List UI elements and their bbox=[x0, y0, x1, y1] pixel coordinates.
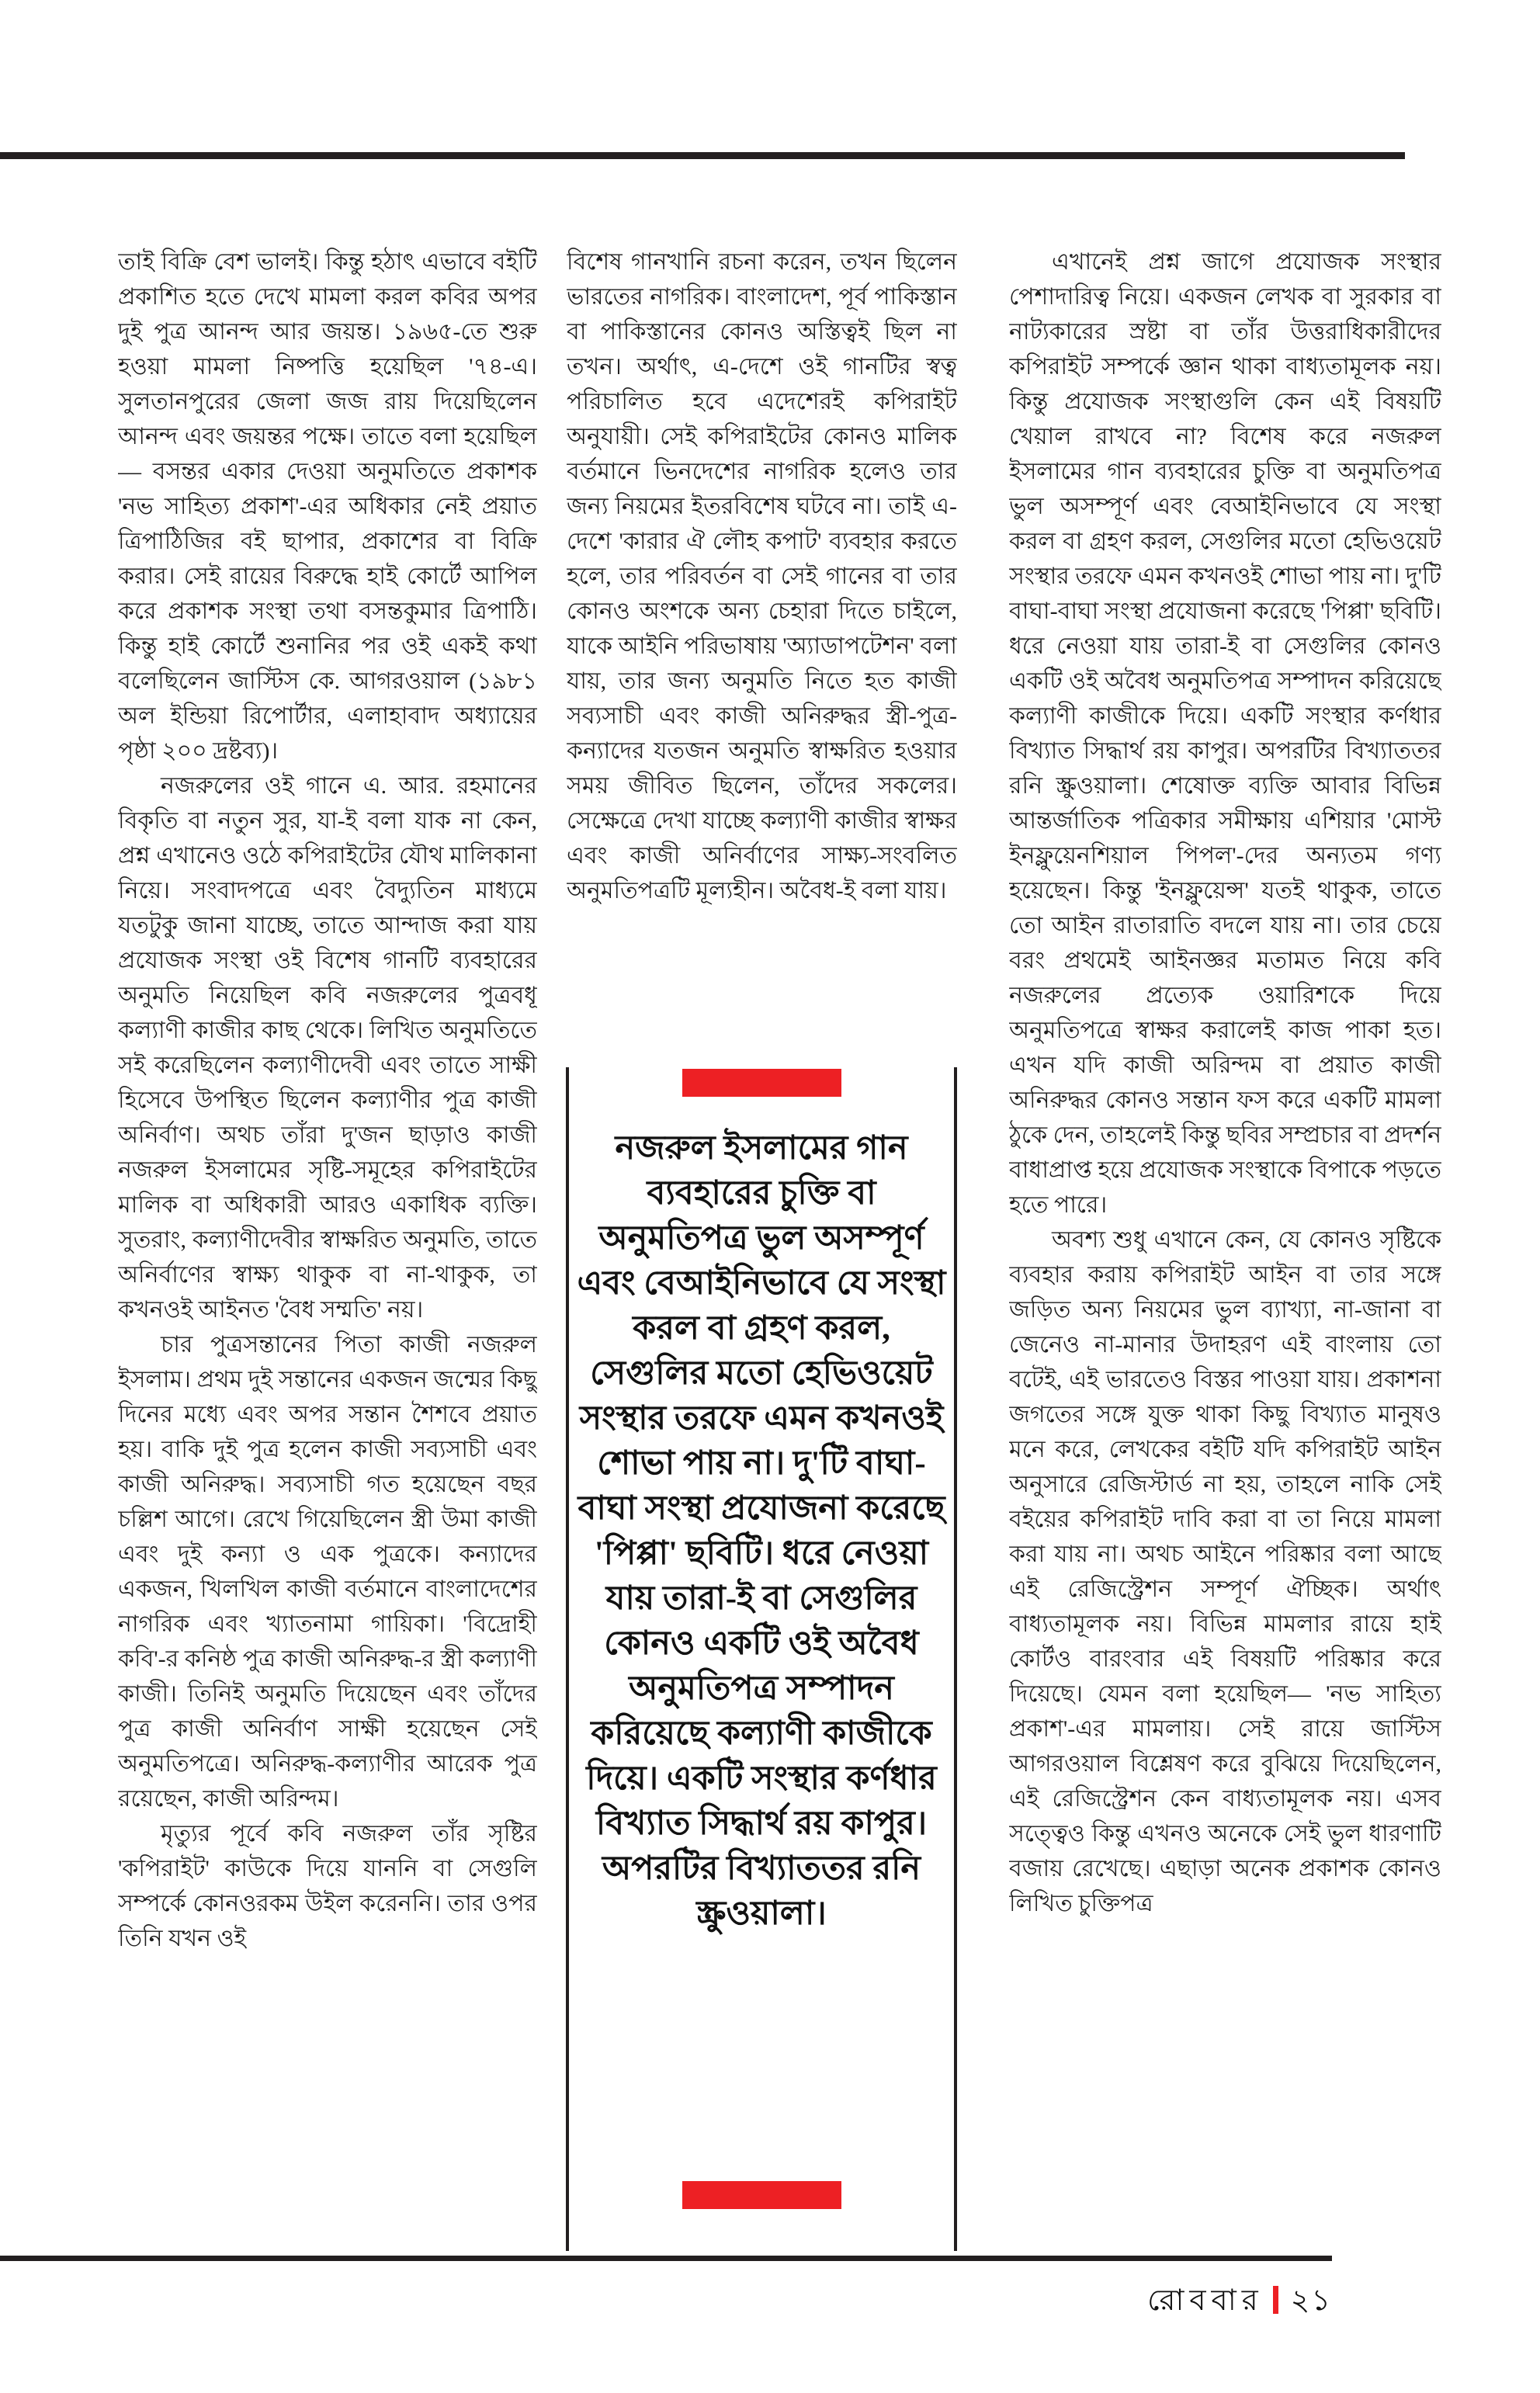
top-horizontal-rule bbox=[0, 152, 1405, 159]
text-column-1 bbox=[118, 245, 537, 2239]
pull-quote-box bbox=[566, 1067, 957, 2251]
body-paragraph: মৃত্যুর পূর্বে কবি নজরুল তাঁর সৃষ্টির 'কপিরাইট' কাউকে দিয়ে যাননি বা সেগুলি সম্পর্কে কোনওরকম উইল করেননি। তার ওপর তিনি যখন ওই bbox=[118, 1821, 537, 1951]
pull-quote-top-red-bar bbox=[682, 1069, 841, 1097]
text-column-3 bbox=[1009, 245, 1441, 2239]
body-paragraph: এখানেই প্রশ্ন জাগে প্রযোজক সংস্থার পেশাদারিত্ব নিয়ে। একজন লেখক বা সুরকার বা নাট্যকারের স্রষ্টা বা তাঁর উত্তরাধিকারীদের কপিরাইট সম্পর্কে জ্ঞান থাকা বাধ্যতামূলক নয়। কিন্তু প্রযোজক সংস্থাগুলি কেন এই বিষয়টি খেয়াল রাখবে না? বিশেষ করে নজরুল ইসলামের গান ব্যবহারের চুক্তি বা অনুমতিপত্র ভুল অসম্পূর্ণ এবং বেআইনিভাবে যে সংস্থা করল বা গ্রহণ করল, সেগুলির মতো হেভিওয়েট সংস্থার তরফে এমন কখনওই শোভা পায় না। দু'টি বাঘা-বাঘা সংস্থা প্রযোজনা করেছে 'পিপ্পা' ছবিটি। ধরে নেওয়া যায় তারা-ই বা সেগুলির কোনও একটি ওই অবৈধ অনুমতিপত্র সম্পাদন করিয়েছে কল্যাণী কাজীকে দিয়ে। একটি সংস্থার কর্ণধার বিখ্যাত সিদ্ধার্থ রয় কাপুর। অপরটির বিখ্যাততর রনি স্ক্রুওয়ালা। শেষোক্ত ব্যক্তি আবার বিভিন্ন আন্তর্জাতিক পত্রিকার সমীক্ষায় এশিয়ার 'মোস্ট ইনফ্লুয়েনশিয়াল পিপল'-দের অন্যতম গণ্য হয়েছেন। কিন্তু 'ইনফ্লুয়েন্স' যতই থাকুক, তাতে তো আইন রাতারাতি বদলে যায় না। তার চেয়ে বরং প্রথমেই আইনজ্ঞর মতামত নিয়ে কবি নজরুলের প্রত্যেক ওয়ারিশকে দিয়ে অনুমতিপত্রে স্বাক্ষর করালেই কাজ পাকা হত। এখন যদি কাজী অরিন্দম বা প্রয়াত কাজী অনিরুদ্ধর কোনও সন্তান ফস করে একটি মামলা ঠুকে দেন, তাহলেই কিন্তু ছবির সম্প্রচার বা প্রদর্শন বাধাপ্রাপ্ত হয়ে প্রযোজক সংস্থাকে বিপাকে পড়তে হতে পারে। bbox=[1009, 249, 1441, 1218]
text-column-2 bbox=[567, 245, 957, 1056]
body-paragraph: নজরুলের ওই গানে এ. আর. রহমানের বিকৃতি বা নতুন সুর, যা-ই বলা যাক না কেন, প্রশ্ন এখানেও ওঠে কপিরাইটের যৌথ মালিকানা নিয়ে। সংবাদপত্রে এবং বৈদ্যুতিন মাধ্যমে যতটুকু জানা যাচ্ছে, তাতে আন্দাজ করা যায় প্রযোজক সংস্থা ওই বিশেষ গানটি ব্যবহারের অনুমতি নিয়েছিল কবি নজরুলের পুত্রবধূ কল্যাণী কাজীর কাছ থেকে। লিখিত অনুমতিতে সই করেছিলেন কল্যাণীদেবী এবং তাতে সাক্ষী হিসেবে উপস্থিত ছিলেন কল্যাণীর পুত্র কাজী অনির্বাণ। অথচ তাঁরা দু'জন ছাড়াও কাজী নজরুল ইসলামের সৃষ্টি-সমূহের কপিরাইটের মালিক বা অধিকারী আরও একাধিক ব্যক্তি। সুতরাং, কল্যাণীদেবীর স্বাক্ষরিত অনুমতি, তাতে অনির্বাণের স্বাক্ষ্য থাকুক বা না-থাকুক, তা কখনওই আইনত 'বৈধ সম্মতি' নয়। bbox=[118, 773, 537, 1323]
body-paragraph: চার পুত্রসন্তানের পিতা কাজী নজরুল ইসলাম। প্রথম দুই সন্তানের একজন জন্মের কিছু দিনের মধ্যে এবং অপর সন্তান শৈশবে প্রয়াত হয়। বাকি দুই পুত্র হলেন কাজী সব্যসাচী এবং কাজী অনিরুদ্ধ। সব্যসাচী গত হয়েছেন বছর চল্লিশ আগে। রেখে গিয়েছিলেন স্ত্রী উমা কাজী এবং দুই কন্যা ও এক পুত্রকে। কন্যাদের একজন, খিলখিল কাজী বর্তমানে বাংলাদেশের নাগরিক এবং খ্যাতনামা গায়িকা। 'বিদ্রোহী কবি'-র কনিষ্ঠ পুত্র কাজী অনিরুদ্ধ-র স্ত্রী কল্যাণী কাজী। তিনিই অনুমতি দিয়েছেন এবং তাঁদের পুত্র কাজী অনির্বাণ সাক্ষী হয়েছেন সেই অনুমতিপত্রে। অনিরুদ্ধ-কল্যাণীর আরেক পুত্র রয়েছেন, কাজী অরিন্দম। bbox=[118, 1332, 537, 1812]
body-paragraph: তাই বিক্রি বেশ ভালই। কিন্তু হঠাৎ এভাবে বইটি প্রকাশিত হতে দেখে মামলা করল কবির অপর দুই পুত্র আনন্দ আর জয়ন্ত। ১৯৬৫-তে শুরু হওয়া মামলা নিষ্পত্তি হয়েছিল '৭৪-এ। সুলতানপুরের জেলা জজ রায় দিয়েছিলেন আনন্দ এবং জয়ন্তর পক্ষে। তাতে বলা হয়েছিল— বসন্তর একার দেওয়া অনুমতিতে প্রকাশক 'নভ সাহিত্য প্রকাশ'-এর অধিকার নেই প্রয়াত ত্রিপাঠিজির বই ছাপার, প্রকাশের বা বিক্রি করার। সেই রায়ের বিরুদ্ধে হাই কোর্টে আপিল করে প্রকাশক সংস্থা তথা বসন্তকুমার ত্রিপাঠি। কিন্তু হাই কোর্টে শুনানির পর ওই একই কথা বলেছিলেন জাস্টিস কে. আগরওয়াল (১৯৮১ অল ইন্ডিয়া রিপোর্টার, এলাহাবাদ অধ্যায়ের পৃষ্ঠা ২০০ দ্রষ্টব্য)। bbox=[118, 249, 537, 764]
footer-red-divider bbox=[1273, 2286, 1278, 2314]
footer-page-number: ২১ bbox=[1290, 2284, 1332, 2317]
page-footer bbox=[0, 2277, 1332, 2324]
body-paragraph: অবশ্য শুধু এখানে কেন, যে কোনও সৃষ্টিকে ব্যবহার করায় কপিরাইট আইন বা তার সঙ্গে জড়িত অন্য নিয়মের ভুল ব্যাখ্যা, না-জানা বা জেনেও না-মানার উদাহরণ এই বাংলায় তো বটেই, এই ভারতেও বিস্তর পাওয়া যায়। প্রকাশনা জগতের সঙ্গে যুক্ত থাকা কিছু বিখ্যাত মানুষও মনে করে, লেখকের বইটি যদি কপিরাইট আইন অনুসারে রেজিস্টার্ড না হয়, তাহলে নাকি সেই বইয়ের কপিরাইট দাবি করা বা তা নিয়ে মামলা করা যায় না। অথচ আইনে পরিষ্কার বলা আছে এই রেজিস্ট্রেশন সম্পূর্ণ ঐচ্ছিক। অর্থাৎ বাধ্যতামূলক নয়। বিভিন্ন মামলার রায়ে হাই কোর্টও বারংবার এই বিষয়টি পরিষ্কার করে দিয়েছে। যেমন বলা হয়েছিল— 'নভ সাহিত্য প্রকাশ'-এর মামলায়। সেই রায়ে জাস্টিস আগরওয়াল বিশ্লেষণ করে বুঝিয়ে দিয়েছিলেন, এই রেজিস্ট্রেশন কেন বাধ্যতামূলক নয়। এসব সত্ত্বেও কিন্তু এখনও অনেকে সেই ভুল ধারণাটি বজায় রেখেছে। এছাড়া অনেক প্রকাশক কোনও লিখিত চুক্তিপত্র bbox=[1009, 1227, 1441, 1916]
body-paragraph: বিশেষ গানখানি রচনা করেন, তখন ছিলেন ভারতের নাগরিক। বাংলাদেশ, পূর্ব পাকিস্তান বা পাকিস্তানের কোনও অস্তিত্বই ছিল না তখন। অর্থাৎ, এ-দেশে ওই গানটির স্বত্ব পরিচালিত হবে এদেশেরই কপিরাইট অনুযায়ী। সেই কপিরাইটের কোনও মালিক বর্তমানে ভিনদেশের নাগরিক হলেও তার জন্য নিয়মের ইতরবিশেষ ঘটবে না। তাই এ-দেশে 'কারার ঐ লৌহ কপাট' ব্যবহার করতে হলে, তার পরিবর্তন বা সেই গানের বা তার কোনও অংশকে অন্য চেহারা দিতে চাইলে, যাকে আইনি পরিভাষায় 'অ্যাডাপটেশন' বলা যায়, তার জন্য অনুমতি নিতে হত কাজী সব্যসাচী এবং কাজী অনিরুদ্ধর স্ত্রী-পুত্র-কন্যাদের যতজন অনুমতি স্বাক্ষরিত হওয়ার সময় জীবিত ছিলেন, তাঁদের সকলের। সেক্ষেত্রে দেখা যাচ্ছে কল্যাণী কাজীর স্বাক্ষর এবং কাজী অনির্বাণের সাক্ষ্য-সংবলিত অনুমতিপত্রটি মূল্যহীন। অবৈধ-ই বলা যায়। bbox=[567, 249, 957, 903]
bottom-horizontal-rule bbox=[0, 2256, 1332, 2261]
pull-quote-bottom-red-bar bbox=[682, 2181, 841, 2209]
footer-edition-label: রোববার bbox=[1147, 2284, 1264, 2317]
pull-quote-text: নজরুল ইসলামের গান ব্যবহারের চুক্তি বা অনুমতিপত্র ভুল অসম্পূর্ণ এবং বেআইনিভাবে যে সংস্থা করল বা গ্রহণ করল, সেগুলির মতো হেভিওয়েট সংস্থার তরফে এমন কখনওই শোভা পায় না। দু'টি বাঘা-বাঘা সংস্থা প্রযোজনা করেছে 'পিপ্পা' ছবিটি। ধরে নেওয়া যায় তারা-ই বা সেগুলির কোনও একটি ওই অবৈধ অনুমতিপত্র সম্পাদন করিয়েছে কল্যাণী কাজীকে দিয়ে। একটি সংস্থার কর্ণধার বিখ্যাত সিদ্ধার্থ রয় কাপুর। অপরটির বিখ্যাততর রনি স্ক্রুওয়ালা। bbox=[577, 1130, 946, 1932]
